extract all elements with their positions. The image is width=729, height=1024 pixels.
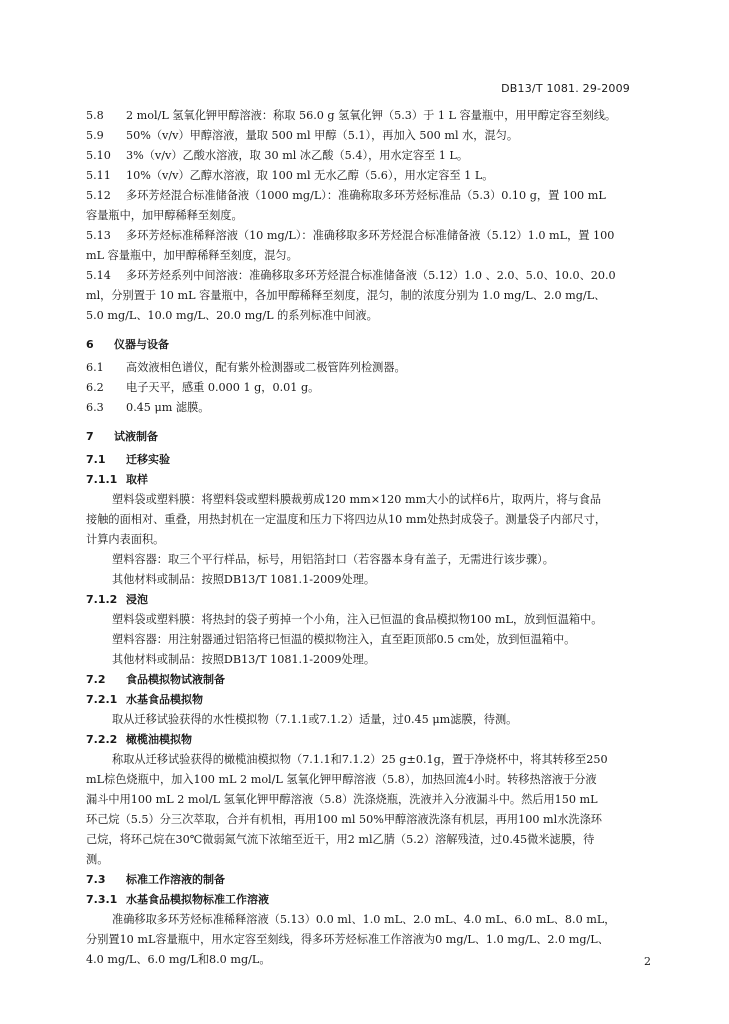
clause-5-14: 5.14 多环芳烃系列中间溶液：准确移取多环芳烃混合标准储备液（5.12）1.0 、2.0、5.0、10.0、20.0 <box>86 269 616 282</box>
clause-6-2: 6.2 电子天平，感重 0.000 1 g，0.01 g。 <box>86 381 320 394</box>
clause-5-10: 5.10 3%（v/v）乙酸水溶液，取 30 ml 冰乙酸（5.4），用水定容至 1 L。 <box>86 149 469 162</box>
paragraph-7-1-2-bags: 塑料袋或塑料膜：将热封的袋子剪掉一个小角，注入已恒温的食品模拟物100 mL，放到恒温箱中。 <box>112 613 603 626</box>
paragraph-7-1-2-containers: 塑料容器：用注射器通过铝箔将已恒温的模拟物注入，直至距顶部0.5 cm处，放到恒温箱中。 <box>112 633 576 646</box>
clause-5-13-cont: mL 容量瓶中，加甲醇稀释至刻度，混匀。 <box>86 249 298 262</box>
section-6-heading: 6 仪器与设备 <box>86 338 169 351</box>
clause-5-14-cont: ml，分别置于 10 mL 容量瓶中，各加甲醇稀释至刻度，混匀，制的浓度分别为 1.0 mg/L、2.0 mg/L、 <box>86 289 606 302</box>
paragraph-7-2-2-f: 测。 <box>86 853 109 866</box>
document-body <box>86 106 652 970</box>
section-7-heading: 7 试液制备 <box>86 430 158 443</box>
section-7-2-heading: 7.2 食品模拟物试液制备 <box>86 673 225 686</box>
paragraph-7-1-1-other: 其他材料或制品：按照DB13/T 1081.1-2009处理。 <box>112 573 376 586</box>
paragraph-7-1-1-b: 接触的面相对、重叠，用热封机在一定温度和压力下将四边从10 mm处热封成袋子。测量袋子内部尺寸， <box>86 513 607 526</box>
clause-5-12-cont: 容量瓶中，加甲醇稀释至刻度。 <box>86 209 243 222</box>
clause-5-8: 5.8 2 mol/L 氢氧化钾甲醇溶液：称取 56.0 g 氢氧化钾（5.3）于 1 L 容量瓶中，用甲醇定容至刻线。 <box>86 109 617 122</box>
clause-5-12: 5.12 多环芳烃混合标准储备液（1000 mg/L）：准确称取多环芳烃标准品（5.3）0.10 g，置 100 mL <box>86 189 606 202</box>
clause-5-14-cont2: 5.0 mg/L、10.0 mg/L、20.0 mg/L 的系列标准中间液。 <box>86 309 378 322</box>
paragraph-7-2-2-b: mL棕色烧瓶中，加入100 mL 2 mol/L 氢氧化钾甲醇溶液（5.8），加热回流4小时。转移热溶液于分液 <box>86 773 597 786</box>
paragraph-7-2-1: 取从迁移试验获得的水性模拟物（7.1.1或7.1.2）适量，过0.45 μm滤膜，待测。 <box>112 713 518 726</box>
clause-5-11: 5.11 10%（v/v）乙醇水溶液，取 100 ml 无水乙醇（5.6），用水定容至 1 L。 <box>86 169 494 182</box>
section-7-1-heading: 7.1 迁移实验 <box>86 453 170 466</box>
paragraph-7-3-1-a: 准确移取多环芳烃标准稀释溶液（5.13）0.0 ml、1.0 mL、2.0 mL、4.0 mL、6.0 mL、8.0 mL， <box>112 913 616 926</box>
clause-6-1: 6.1 高效液相色谱仪，配有紫外检测器或二极管阵列检测器。 <box>86 361 406 374</box>
section-7-2-1-heading: 7.2.1 水基食品模拟物 <box>86 693 203 706</box>
clause-5-13: 5.13 多环芳烃标准稀释溶液（10 mg/L）：准确移取多环芳烃混合标准储备液（5.12）1.0 mL，置 100 <box>86 229 615 242</box>
paragraph-7-3-1-b: 分别置10 mL容量瓶中，用水定容至刻线，得多环芳烃标准工作溶液为0 mg/L、1.0 mg/L、2.0 mg/L、 <box>86 933 609 946</box>
section-7-2-2-heading: 7.2.2 橄榄油模拟物 <box>86 733 192 746</box>
paragraph-7-1-1-a: 塑料袋或塑料膜：将塑料袋或塑料膜裁剪成120 mm×120 mm大小的试样6片，取两片，将与食品 <box>112 493 602 506</box>
paragraph-7-1-1-c: 计算内表面积。 <box>86 533 165 546</box>
section-7-1-2-heading: 7.1.2 浸泡 <box>86 593 148 606</box>
section-7-3-1-heading: 7.3.1 水基食品模拟物标准工作溶液 <box>86 893 269 906</box>
paragraph-7-1-2-other: 其他材料或制品：按照DB13/T 1081.1-2009处理。 <box>112 653 376 666</box>
section-7-1-1-heading: 7.1.1 取样 <box>86 473 148 486</box>
paragraph-7-2-2-c: 漏斗中用100 mL 2 mol/L 氢氧化钾甲醇溶液（5.8）洗涤烧瓶，洗液并入分液漏斗中。然后用150 mL <box>86 793 598 806</box>
paragraph-7-1-1-containers: 塑料容器：取三个平行样品，标号，用铝箔封口（若容器本身有盖子，无需进行该步骤）。 <box>112 553 554 566</box>
document-code: DB13/T 1081. 29-2009 <box>501 82 630 95</box>
clause-5-9: 5.9 50%（v/v）甲醇溶液，量取 500 ml 甲醇（5.1），再加入 500 ml 水，混匀。 <box>86 129 519 142</box>
paragraph-7-2-2-e: 己烷，将环己烷在30℃微弱氮气流下浓缩至近干，用2 ml乙腈（5.2）溶解残渣，过0.45微米滤膜，待 <box>86 833 595 846</box>
section-7-3-heading: 7.3 标准工作溶液的制备 <box>86 873 225 886</box>
paragraph-7-3-1-c: 4.0 mg/L、6.0 mg/L和8.0 mg/L。 <box>86 953 271 966</box>
clause-6-3: 6.3 0.45 μm 滤膜。 <box>86 401 210 414</box>
paragraph-7-2-2-d: 环己烷（5.5）分三次萃取，合并有机相，再用100 ml 50%甲醇溶液洗涤有机层，再用100 ml水洗涤环 <box>86 813 602 826</box>
paragraph-7-2-2-a: 称取从迁移试验获得的橄榄油模拟物（7.1.1和7.1.2）25 g±0.1g，置于净烧杯中，将其转移至250 <box>112 753 608 766</box>
page-number: 2 <box>644 955 651 968</box>
